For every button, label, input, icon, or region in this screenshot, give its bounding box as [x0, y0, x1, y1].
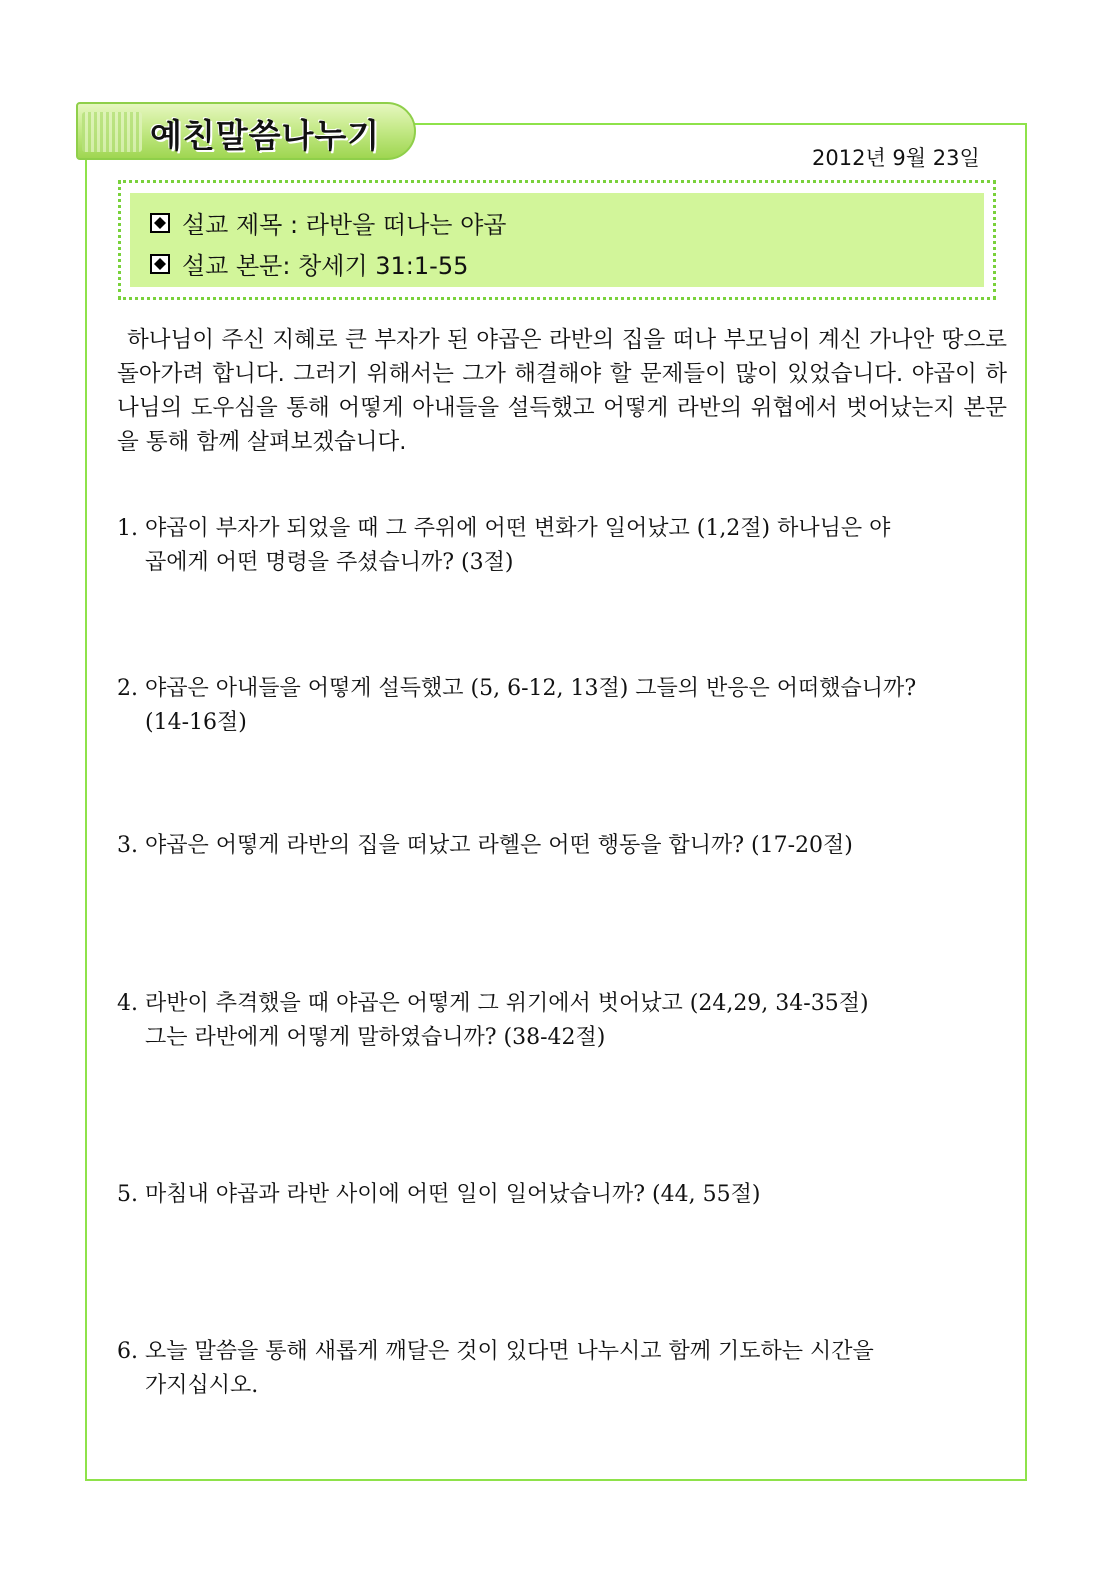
date-label: 2012년 9월 23일: [812, 146, 980, 170]
sermon-info-panel: [130, 193, 984, 287]
question-number: 1.: [117, 516, 138, 541]
question-number: 6.: [117, 1339, 138, 1364]
question-number: 2.: [117, 676, 138, 701]
sermon-info-box: [118, 180, 996, 300]
question-text: 야곱은 아내들을 어떻게 설득했고 (5, 6-12, 13절) 그들의 반응은 어떠했습니까?: [145, 676, 917, 701]
question-number: 3.: [117, 833, 138, 858]
question-text: 라반이 추격했을 때 야곱은 어떻게 그 위기에서 벗어났고 (24,29, 34-35절): [145, 991, 869, 1016]
diamond-bullet-icon: [150, 254, 170, 274]
question-6: [117, 1335, 1007, 1403]
question-text-cont: (14-16절): [145, 710, 247, 735]
title-banner: [76, 102, 416, 160]
question-2: [117, 672, 1007, 740]
question-text: 야곱은 어떻게 라반의 집을 떠났고 라헬은 어떤 행동을 합니까? (17-20절): [145, 833, 853, 858]
question-text-cont: 가지십시오.: [145, 1373, 259, 1398]
intro-paragraph: [117, 323, 1007, 459]
banner-decoration: [82, 112, 142, 152]
sermon-title: 설교 제목 : 라반을 떠나는 야곱: [182, 211, 507, 239]
page-title: 예친말씀나누기: [150, 116, 381, 155]
sermon-passage: 설교 본문: 창세기 31:1-55: [182, 252, 469, 280]
sermon-passage-row: [150, 246, 468, 281]
question-3: [117, 829, 1007, 863]
question-text: 오늘 말씀을 통해 새롭게 깨달은 것이 있다면 나누시고 함께 기도하는 시간을: [145, 1339, 874, 1364]
question-5: [117, 1178, 1007, 1212]
question-1: [117, 512, 1007, 580]
sermon-title-row: [150, 205, 506, 240]
question-text: 마침내 야곱과 라반 사이에 어떤 일이 일어났습니까? (44, 55절): [145, 1182, 761, 1207]
question-text-cont: 그는 라반에게 어떻게 말하였습니까? (38-42절): [145, 1025, 606, 1050]
question-number: 4.: [117, 991, 138, 1016]
intro-text: 하나님이 주신 지혜로 큰 부자가 된 야곱은 라반의 집을 떠나 부모님이 계신 가나안 땅으로 돌아가려 합니다. 그러기 위해서는 그가 해결해야 할 문제들이 많이 있었습니다. 야곱이 하나님의 도우심을 통해 어떻게 아내들을 설득했고 어떻게 라반의 위협에서 벗어났는지 본문을 통해 함께 살펴보겠습니다.: [117, 327, 1007, 455]
question-text-cont: 곱에게 어떤 명령을 주셨습니까? (3절): [145, 550, 514, 575]
question-text: 야곱이 부자가 되었을 때 그 주위에 어떤 변화가 일어났고 (1,2절) 하나님은 야: [145, 516, 891, 541]
diamond-bullet-icon: [150, 213, 170, 233]
question-number: 5.: [117, 1182, 138, 1207]
question-4: [117, 987, 1007, 1055]
